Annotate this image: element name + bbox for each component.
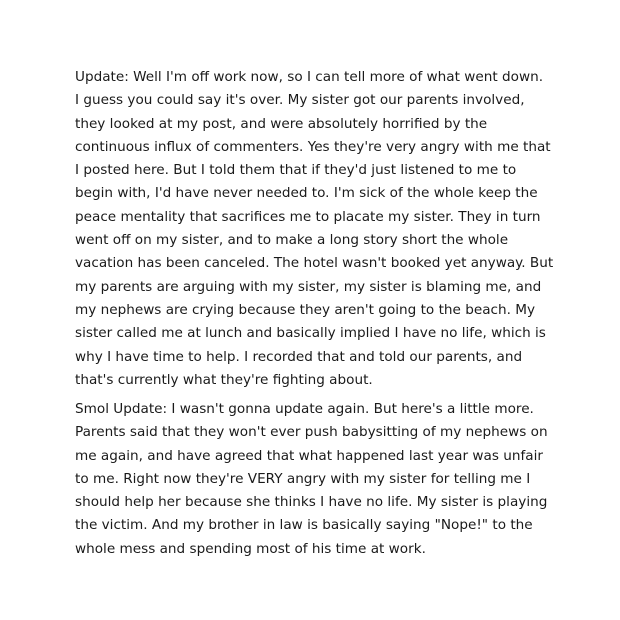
text-line: Smol Update: I wasn't gonna update again. But here's a little more. [75,401,534,417]
text-line: whole mess and spending most of his time at work. [75,540,426,557]
text-line: begin with, I'd have never needed to. I'm sick of the whole keep the [75,185,538,202]
text-line: why I have time to help. I recorded that and told our parents, and [75,348,523,365]
text-line: vacation has been canceled. The hotel wasn't booked yet anyway. But [75,255,554,272]
text-line: continuous influx of commenters. Yes they're very angry with me that [75,138,551,155]
text-line: they looked at my post, and were absolutely horrified by the [75,115,488,132]
text-line: that's currently what they're fighting about. [75,371,373,388]
text-line: the victim. And my brother in law is basically saying "Nope!" to the [75,517,533,534]
text-line: to me. Right now they're VERY angry with my sister for telling me I [75,470,531,487]
text-line: Parents said that they won't ever push babysitting of my nephews on [75,424,548,441]
text-line: peace mentality that sacrifices me to placate my sister. They in turn [75,208,541,225]
text-line: I posted here. But I told them that if they'd just listened to me to [75,162,517,179]
text-line: my nephews are crying because they aren't going to the beach. My [75,301,536,318]
text-line: sister called me at lunch and basically implied I have no life, which is [75,325,546,342]
update-paragraph [75,66,595,392]
text-line: Update: Well I'm off work now, so I can tell more of what went down. [75,69,544,85]
smol-update-paragraph [75,398,595,561]
text-line: went off on my sister, and to make a long story short the whole [75,232,509,249]
text-line: my parents are arguing with my sister, my sister is blaming me, and [75,278,542,295]
text-line: me again, and have agreed that what happened last year was unfair [75,447,543,464]
text-line: should help her because she thinks I have no life. My sister is playing [75,494,548,511]
text-line: I guess you could say it's over. My sister got our parents involved, [75,92,525,109]
